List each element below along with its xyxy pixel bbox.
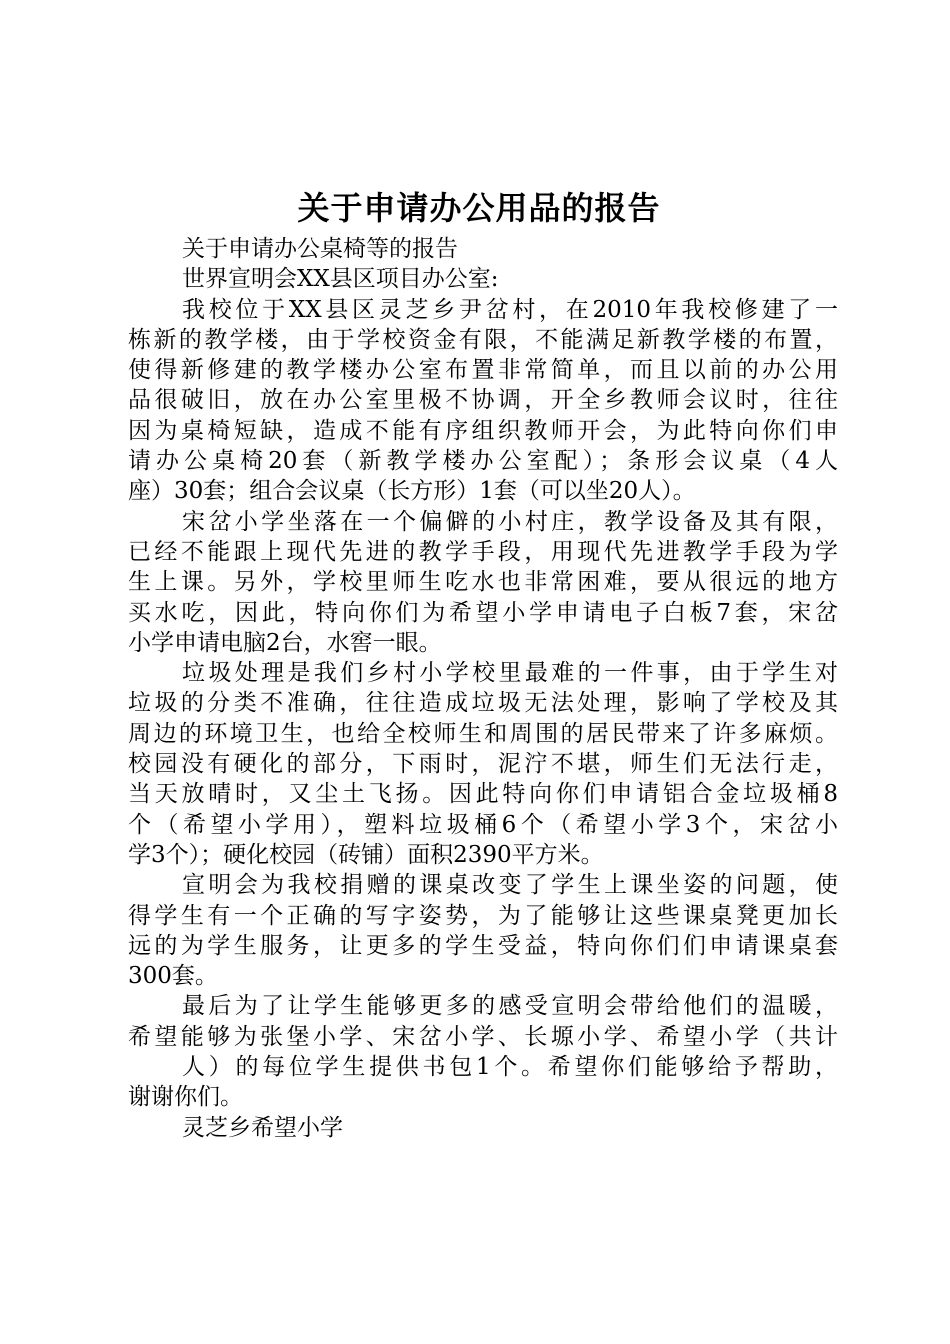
text-line: 已经不能跟上现代先进的教学手段，用现代先进教学手段为学 (128, 538, 838, 565)
text-line: 希望能够为张堡小学、宋岔小学、长塬小学、希望小学（共计 (128, 1023, 838, 1050)
text-line: 得学生有一个正确的写字姿势，为了能够让这些课桌凳更加长 (128, 902, 838, 929)
text-line: 人）的每位学生提供书包1个。希望你们能够给予帮助， (182, 1054, 838, 1081)
text-line: 宋岔小学坐落在一个偏僻的小村庄，教学设备及其有限， (182, 508, 838, 535)
text-line: 使得新修建的教学楼办公室布置非常简单，而且以前的办公用 (128, 357, 838, 384)
text-line: 世界宣明会XX县区项目办公室: (182, 266, 499, 293)
text-line: 买水吃，因此，特向你们为希望小学申请电子白板7套，宋岔 (128, 599, 838, 626)
text-line: 我校位于XX县区灵芝乡尹岔村，在2010年我校修建了一 (182, 296, 838, 323)
text-line: 垃圾处理是我们乡村小学校里最难的一件事，由于学生对 (182, 660, 838, 687)
text-line: 谢谢你们。 (128, 1084, 243, 1111)
text-line: 校园没有硬化的部分，下雨时，泥泞不堪，师生们无法行走， (128, 751, 838, 778)
text-line: 小学申请电脑2台，水窖一眼。 (128, 629, 442, 656)
document-body (128, 234, 838, 1143)
text-line: 学3个）；硬化校园（砖铺）面积2390平方米。 (128, 841, 604, 868)
text-line: 周边的环境卫生，也给全校师生和周围的居民带来了许多麻烦。 (128, 720, 838, 747)
text-line: 关于申请办公桌椅等的报告 (182, 236, 458, 262)
text-line: 灵芝乡希望小学 (182, 1114, 343, 1141)
text-line: 当天放晴时，又尘土飞扬。因此特向你们申请铝合金垃圾桶8 (128, 781, 838, 808)
text-line: 栋新的教学楼，由于学校资金有限，不能满足新教学楼的布置， (128, 326, 838, 353)
text-line: 因为桌椅短缺，造成不能有序组织教师开会，为此特向你们申 (128, 417, 838, 444)
text-line: 最后为了让学生能够更多的感受宣明会带给他们的温暖， (182, 993, 838, 1020)
text-line: 请办公桌椅20套（新教学楼办公室配）；条形会议桌（4人 (128, 448, 838, 475)
text-line: 品很破旧，放在办公室里极不协调，开全乡教师会议时，往往 (128, 387, 838, 414)
text-line: 座）30套；组合会议桌（长方形）1套（可以坐20人）。 (128, 478, 696, 505)
text-line: 垃圾的分类不准确，往往造成垃圾无法处理，影响了学校及其 (128, 690, 838, 717)
text-line: 宣明会为我校捐赠的课桌改变了学生上课坐姿的问题，使 (182, 872, 838, 899)
text-line: 生上课。另外，学校里师生吃水也非常困难，要从很远的地方 (128, 569, 838, 596)
text-line: 远的为学生服务，让更多的学生受益，特向你们们申请课桌套 (128, 932, 838, 959)
document-title: 关于申请办公用品的报告 (297, 189, 661, 227)
text-line: 300套。 (128, 963, 218, 990)
text-line: 个（希望小学用），塑料垃圾桶6个（希望小学3个，宋岔小 (128, 811, 838, 838)
